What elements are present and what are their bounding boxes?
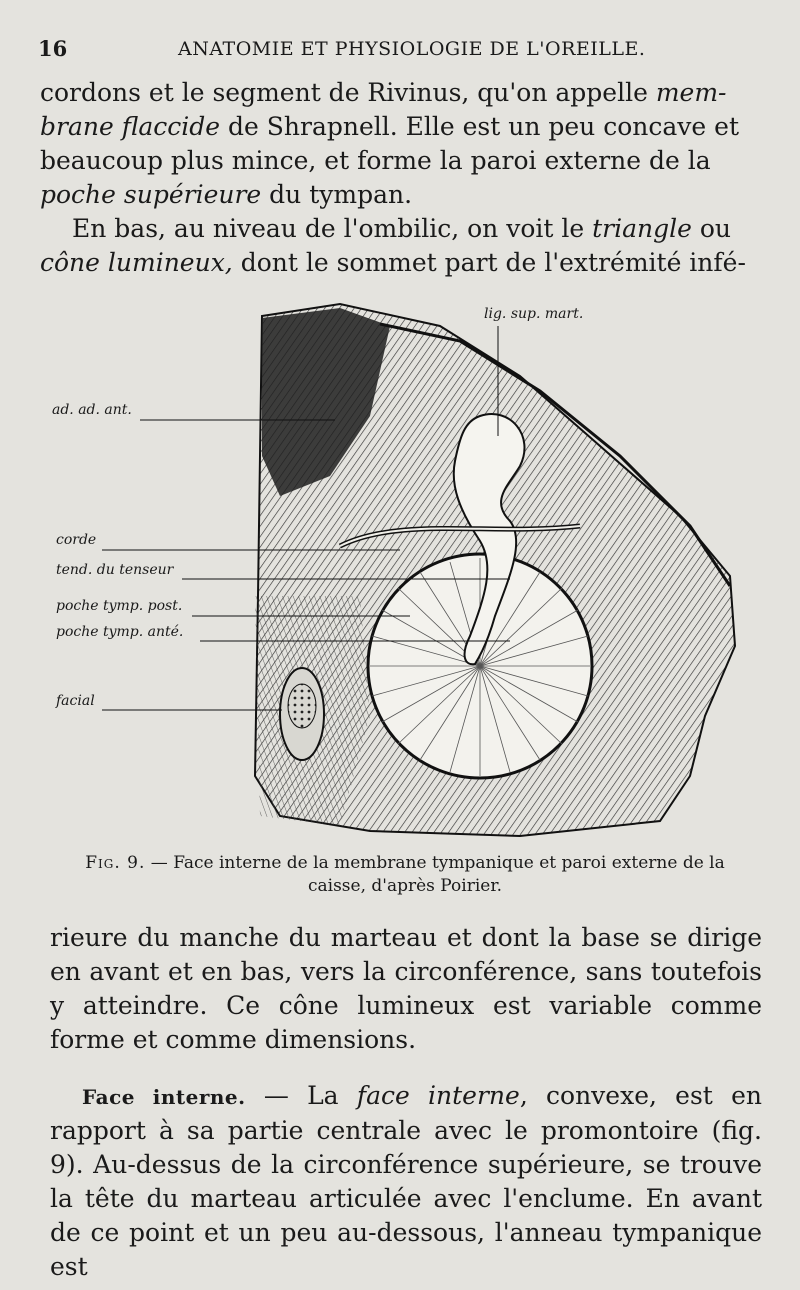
label-poche-tymp-post: poche tymp. post. xyxy=(56,598,183,614)
caption-text: — Face interne de la membrane tympanique et paroi externe de la caisse, d'après Poirier. xyxy=(145,853,725,896)
italic-term: brane flaccide xyxy=(40,112,221,141)
paragraph-2 xyxy=(40,212,752,280)
text-line: dont le sommet part de l'extrémité infé- xyxy=(232,248,746,277)
page-number: 16 xyxy=(38,36,68,61)
label-ad-ad-ant: ad. ad. ant. xyxy=(52,402,132,418)
text-line: En bas, au niveau de l'ombilic, on voit le xyxy=(72,214,593,243)
text-line: ou xyxy=(691,214,732,243)
text-line: de Shrapnell. Elle est un peu concave et xyxy=(220,112,739,141)
figure-9 xyxy=(40,296,760,846)
label-facial: facial xyxy=(56,693,95,709)
section-heading: Face interne. xyxy=(82,1085,246,1109)
text-run: — La xyxy=(245,1081,357,1110)
caption-label: Fig. 9. xyxy=(85,853,146,873)
text-line: beaucoup plus mince, et forme la paroi externe de la xyxy=(40,146,711,175)
italic-term: triangle xyxy=(592,214,692,243)
text-line: du tympan. xyxy=(261,180,413,209)
label-poche-tymp-ante: poche tymp. anté. xyxy=(56,624,184,640)
running-title: ANATOMIE ET PHYSIOLOGIE DE L'OREILLE. xyxy=(178,38,646,60)
text-line: cordons et le segment de Rivinus, qu'on appelle xyxy=(40,78,656,107)
italic-term: poche supérieure xyxy=(40,180,262,209)
paragraph-1 xyxy=(40,76,752,212)
paragraph-4 xyxy=(50,1079,762,1284)
running-head xyxy=(38,36,760,66)
italic-term: cône lumineux, xyxy=(40,248,233,277)
facial-nerve-fibres xyxy=(288,684,316,728)
text-run: , convexe, est en rapport à sa partie centrale avec le promontoire (fig. 9). Au-dessus de la circonférence supérieure, se trouve la tête du marteau articulée avec l'enclume. En avant de ce point et un peu au-dessous, l'anneau tympanique est xyxy=(50,1081,762,1281)
text-block: rieure du manche du marteau et dont la base se dirige en avant et en bas, vers la circonférence, sans toutefois y atteindre. Ce cône lumineux est variable comme forme et comme dimensions. xyxy=(50,923,762,1054)
italic-term: face interne xyxy=(356,1081,520,1110)
label-corde: corde xyxy=(56,532,97,548)
paragraph-3 xyxy=(50,921,762,1057)
label-lig-sup-mart: lig. sup. mart. xyxy=(484,306,584,322)
italic-term: mem- xyxy=(655,78,727,107)
figure-caption xyxy=(70,852,740,898)
label-tend-du-tenseur: tend. du tenseur xyxy=(56,562,174,578)
